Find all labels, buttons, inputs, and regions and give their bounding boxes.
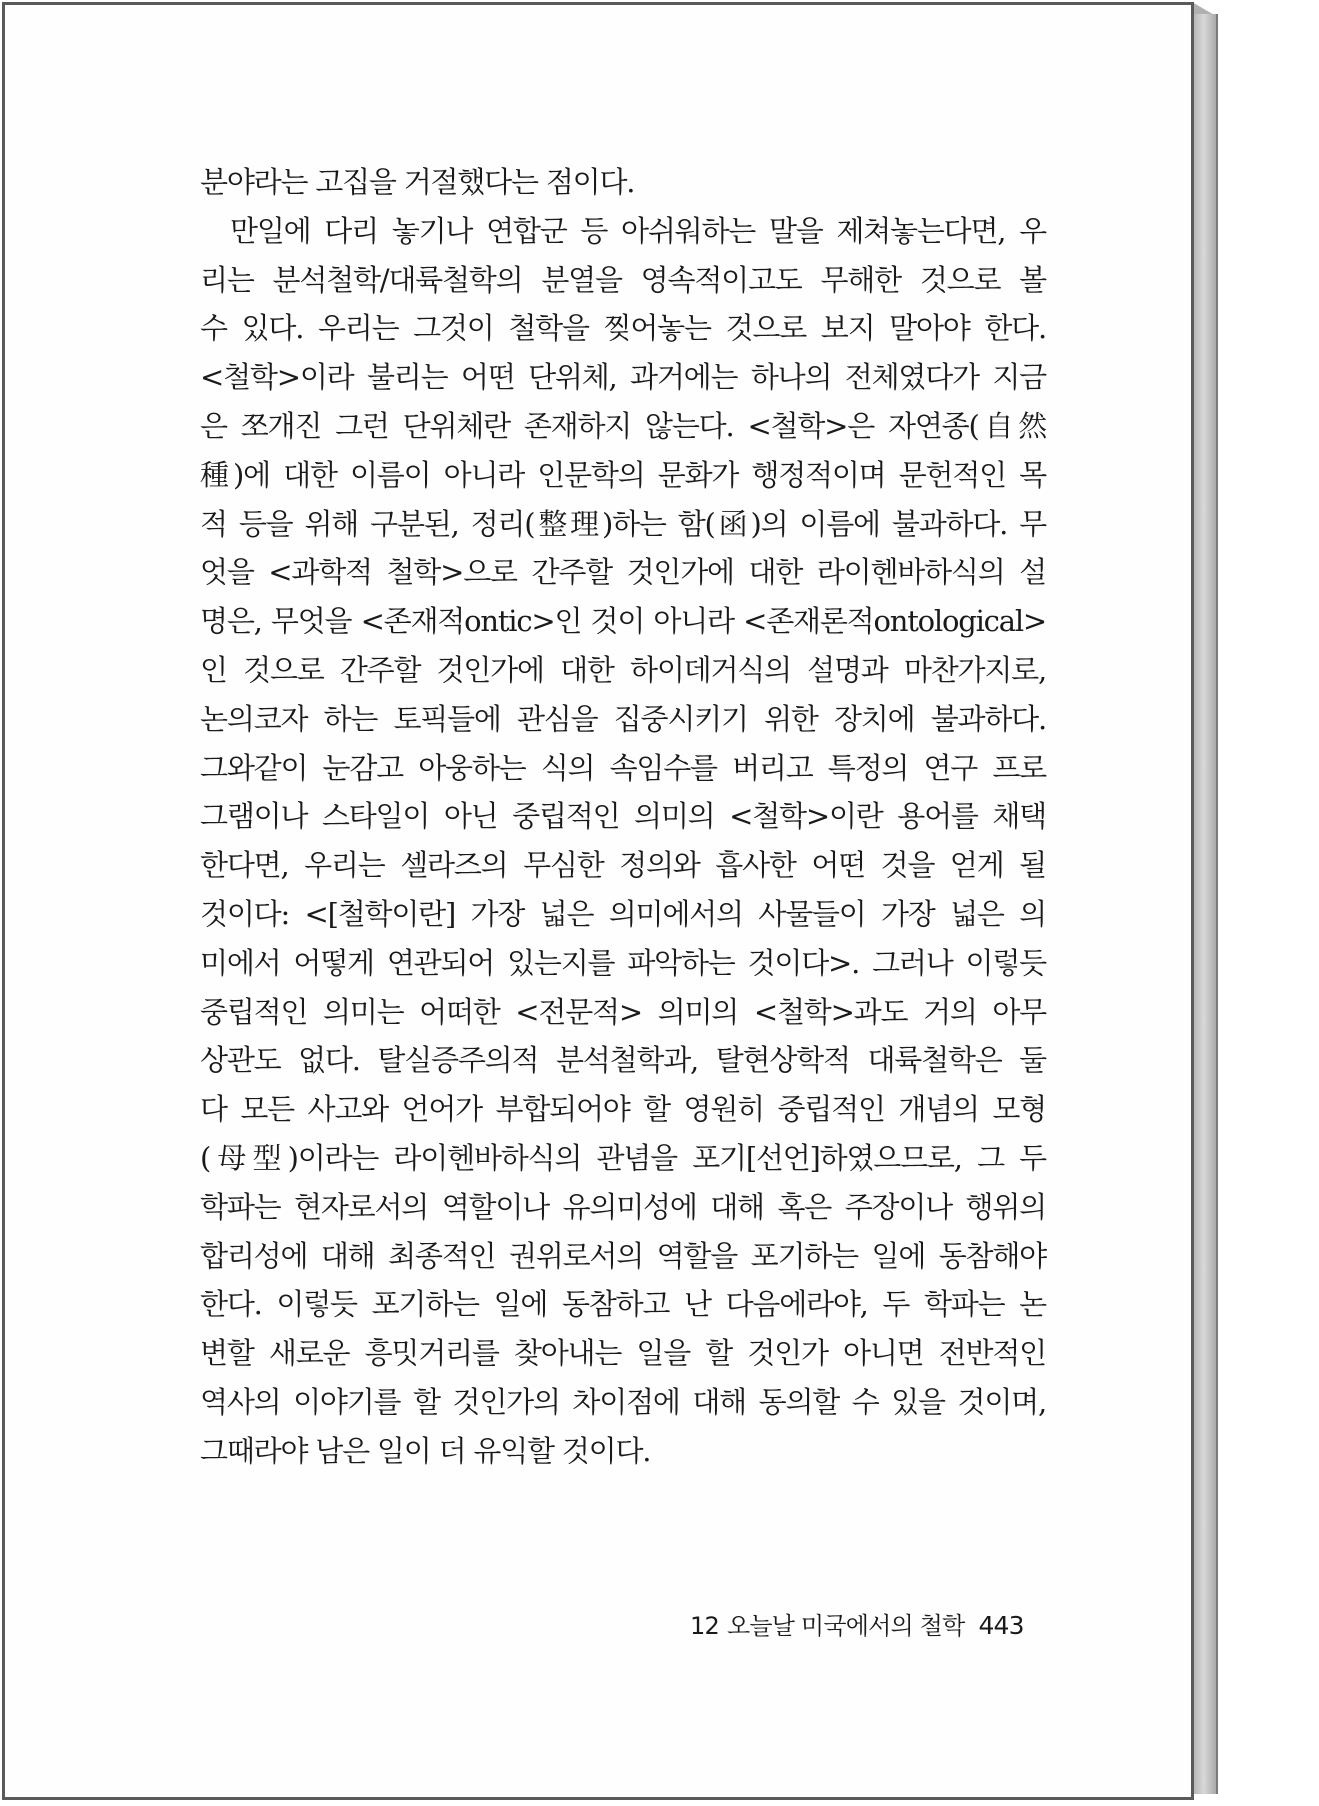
text-line: 변할 새로운 흥밋거리를 찾아내는 일을 할 것인가 아니면 전반적인 [200, 1336, 1046, 1371]
text-line: 種)에 대한 이름이 아니라 인문학의 문화가 행정적이며 문헌적인 목 [200, 457, 1046, 492]
text-line: 은 쪼개진 그런 단위체란 존재하지 않는다. <철학>은 자연종(自然 [200, 408, 1046, 443]
running-title: 오늘날 미국에서의 철학 [726, 1612, 965, 1640]
text-line: 수 있다. 우리는 그것이 철학을 찢어놓는 것으로 보지 말아야 한다. [200, 311, 1046, 346]
text-line: 엇을 <과학적 철학>으로 간주할 것인가에 대한 라이헨바하식의 설 [200, 555, 1046, 590]
text-line: 다 모든 사고와 언어가 부합되어야 할 영원히 중립적인 개념의 모형 [200, 1092, 1046, 1127]
page-stack-edge [1194, 14, 1218, 1794]
running-footer [690, 1606, 1024, 1641]
text-line: 한다면, 우리는 셀라즈의 무심한 정의와 흡사한 어떤 것을 얻게 될 [200, 848, 1046, 883]
text-line: 그와같이 눈감고 아웅하는 식의 속임수를 버리고 특정의 연구 프로 [200, 750, 1046, 785]
text-line: (母型)이라는 라이헨바하식의 관념을 포기[선언]하였으므로, 그 두 [200, 1140, 1046, 1175]
text-line: 그램이나 스타일이 아닌 중립적인 의미의 <철학>이란 용어를 채택 [200, 799, 1046, 834]
text-line: <철학>이라 불리는 어떤 단위체, 과거에는 하나의 전체였다가 지금 [200, 360, 1046, 395]
text-line: 그때라야 남은 일이 더 유익할 것이다. [200, 1433, 651, 1468]
text-line: 리는 분석철학/대륙철학의 분열을 영속적이고도 무해한 것으로 볼 [200, 262, 1046, 297]
chapter-number: 12 [690, 1612, 719, 1640]
text-line: 중립적인 의미는 어떠한 <전문적> 의미의 <철학>과도 거의 아무 [200, 994, 1046, 1029]
text-line: 논의코자 하는 토픽들에 관심을 집중시키기 위한 장치에 불과하다. [200, 701, 1046, 736]
text-line: 한다. 이렇듯 포기하는 일에 동참하고 난 다음에라야, 두 학파는 논 [200, 1287, 1046, 1322]
text-line: 명은, 무엇을 <존재적ontic>인 것이 아니라 <존재론적ontological> [200, 604, 1046, 639]
text-line: 적 등을 위해 구분된, 정리(整理)하는 함(函)의 이름에 불과하다. 무 [200, 506, 1046, 541]
body-text [200, 158, 1046, 1476]
text-line: 것이다: <[철학이란] 가장 넓은 의미에서의 사물들이 가장 넓은 의 [200, 896, 1046, 931]
text-line: 미에서 어떻게 연관되어 있는지를 파악하는 것이다>. 그러나 이렇듯 [200, 945, 1046, 980]
text-line: 학파는 현자로서의 역할이나 유의미성에 대해 혹은 주장이나 행위의 [200, 1189, 1046, 1224]
page-number: 443 [978, 1611, 1024, 1640]
text-line: 상관도 없다. 탈실증주의적 분석철학과, 탈현상학적 대륙철학은 둘 [200, 1043, 1046, 1078]
text-line: 만일에 다리 놓기나 연합군 등 아쉬워하는 말을 제쳐놓는다면, 우 [230, 213, 1046, 248]
text-line: 분야라는 고집을 거절했다는 점이다. [200, 165, 635, 199]
text-line: 인 것으로 간주할 것인가에 대한 하이데거식의 설명과 마찬가지로, [200, 652, 1046, 687]
text-line: 역사의 이야기를 할 것인가의 차이점에 대해 동의할 수 있을 것이며, [200, 1384, 1046, 1419]
text-line: 합리성에 대해 최종적인 권위로서의 역할을 포기하는 일에 동참해야 [200, 1238, 1046, 1273]
